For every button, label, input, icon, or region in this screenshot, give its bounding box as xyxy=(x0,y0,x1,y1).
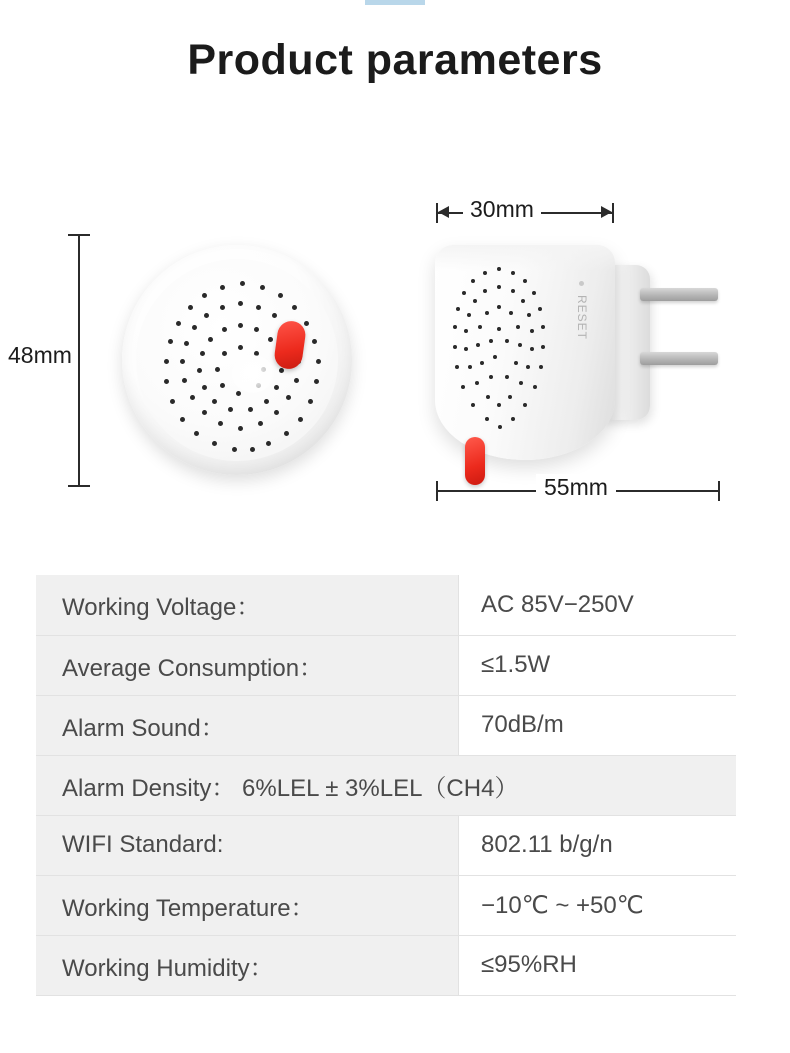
product-diagram xyxy=(0,170,790,550)
plug-led-indicator xyxy=(465,437,485,485)
plug-reset-label: RESET xyxy=(575,295,589,341)
round-device-height-cap-bottom xyxy=(68,485,90,487)
plug-width-label: 30mm xyxy=(463,196,541,223)
round-device-height-line xyxy=(78,234,80,487)
plug-vent-dots xyxy=(453,267,545,437)
spec-label: Alarm Sound： xyxy=(36,695,459,755)
plug-depth-cap-right xyxy=(718,481,720,501)
table-row xyxy=(36,755,736,815)
spec-value: 70dB/m xyxy=(459,695,737,755)
spec-label: Alarm Density： 6%LEL ± 3%LEL（CH4） xyxy=(36,755,736,815)
page-title: Product parameters xyxy=(187,36,603,84)
spec-value: ≤1.5W xyxy=(459,635,737,695)
table-row xyxy=(36,575,736,635)
plug-width-arrow-right xyxy=(601,206,612,218)
spec-value: AC 85V−250V xyxy=(459,575,737,635)
round-device-face xyxy=(136,259,338,461)
round-device-height-label: 48mm xyxy=(8,342,72,368)
specifications-table xyxy=(36,575,736,996)
round-smoke-detector-image xyxy=(122,245,352,475)
table-row xyxy=(36,815,736,875)
spec-label: Working Temperature： xyxy=(36,875,459,935)
top-accent-bar xyxy=(365,0,425,5)
round-device-height-cap-top xyxy=(68,234,90,236)
spec-value: ≤95%RH xyxy=(459,935,737,995)
spec-value: 802.11 b/g/n xyxy=(459,815,737,875)
spec-label: Working Humidity： xyxy=(36,935,459,995)
plug-width-cap-right xyxy=(612,203,614,223)
round-device-gloss xyxy=(232,355,274,393)
plug-reset-hole xyxy=(579,281,584,286)
spec-label: Average Consumption： xyxy=(36,635,459,695)
spec-label: Working Voltage： xyxy=(36,575,459,635)
table-row xyxy=(36,635,736,695)
table-row xyxy=(36,875,736,935)
spec-label: WIFI Standard: xyxy=(36,815,459,875)
spec-value: −10℃ ~ +50℃ xyxy=(459,875,737,935)
plug-width-arrow-left xyxy=(438,206,449,218)
table-row xyxy=(36,935,736,995)
plug-depth-cap-left xyxy=(436,481,438,501)
plug-device-image xyxy=(435,245,615,460)
table-row xyxy=(36,695,736,755)
plug-prong-top xyxy=(640,288,718,301)
plug-prong-bottom xyxy=(640,352,718,365)
plug-depth-label: 55mm xyxy=(536,474,616,501)
